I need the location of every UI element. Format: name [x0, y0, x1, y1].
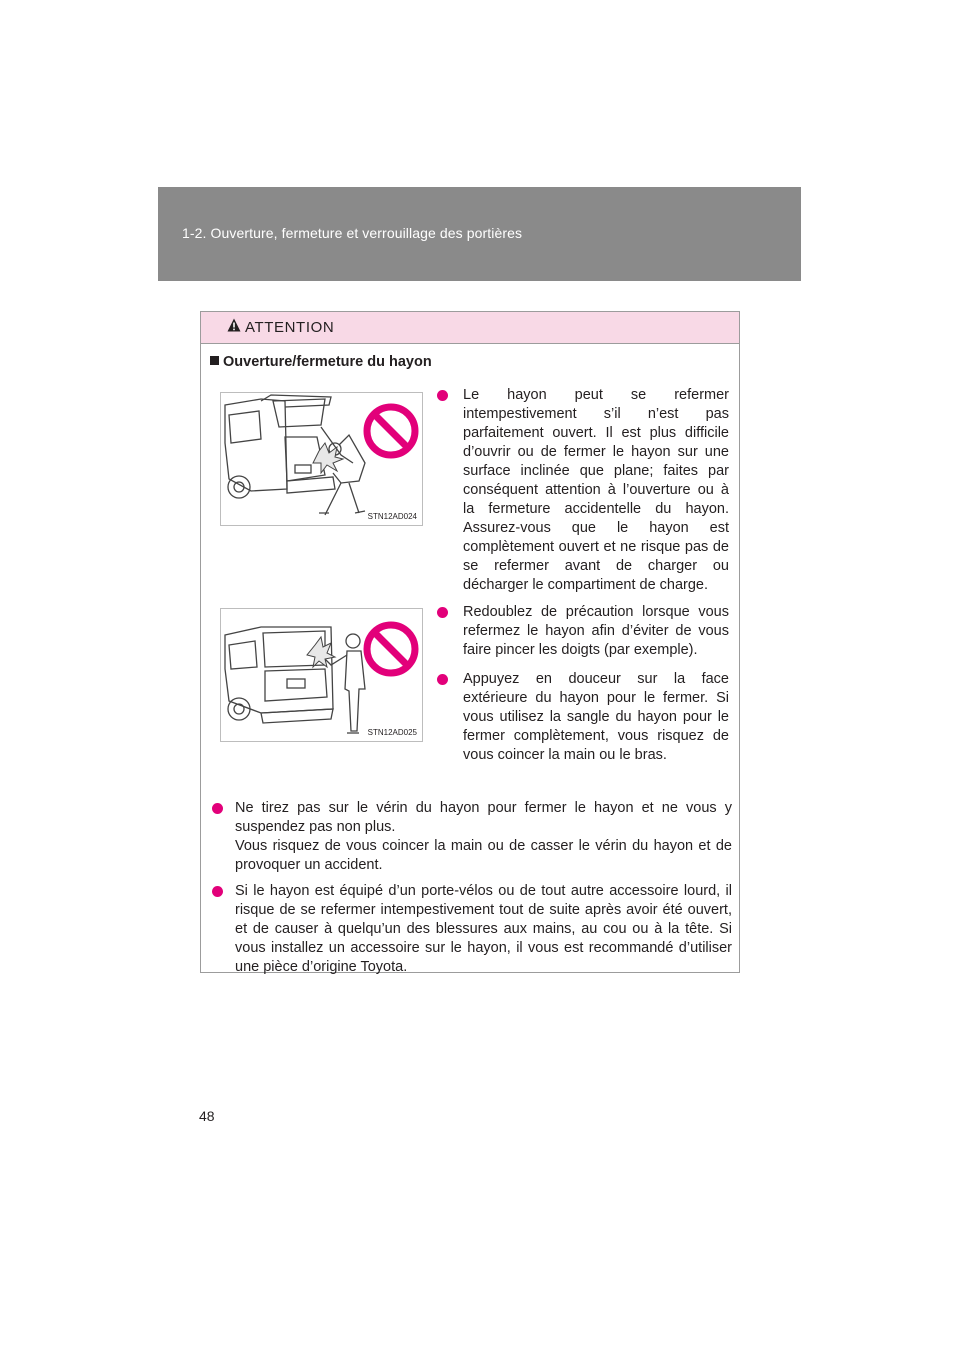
subheading-text: Ouverture/fermeture du hayon [223, 354, 432, 370]
bullet-dot-icon [437, 674, 448, 685]
bullet-text: Redoublez de précaution lorsque vous refermez le hayon afin d’éviter de vous faire pincer les doigts (par exemple). [463, 604, 729, 658]
figure-code: STN12AD025 [367, 728, 417, 737]
list-item [433, 386, 729, 595]
list-item [433, 670, 729, 765]
warning-triangle-icon [227, 318, 241, 332]
caution-box [200, 311, 740, 973]
section-title: 1-2. Ouverture, fermeture et verrouillage des portières [182, 225, 523, 241]
caution-header [201, 312, 739, 344]
bullet-list-right [433, 386, 729, 595]
bullet-text: Le hayon peut se refermer intempestivement s’il n’est pas parfaitement ouvert. Il est plus difficile d’ouvrir ou de fermer le hayon sur une surface inclinée que plane; faites par conséquent attention à l’ouverture ou à la fermeture accidentelle du hayon. Assurez-vous que le hayon est complètement ouvert et ne risque pas de se refermer avant de charger ou décharger le compartiment de charge. [463, 387, 729, 593]
caution-subheading [210, 354, 432, 370]
bullet-dot-icon [212, 803, 223, 814]
bullet-list-bottom [208, 799, 732, 977]
page-number: 48 [199, 1108, 215, 1124]
figure-code: STN12AD024 [367, 512, 417, 521]
bullet-text: Ne tirez pas sur le vérin du hayon pour fermer le hayon et ne vous y suspendez pas non plus. [235, 800, 732, 835]
list-item [208, 882, 732, 977]
bullet-list-right-2 [433, 603, 729, 660]
bullet-text-continued: Vous risquez de vous coincer la main ou de casser le vérin du hayon et de provoquer un accident. [235, 838, 732, 873]
prohibited-icon [361, 401, 421, 461]
bullet-dot-icon [212, 886, 223, 897]
bullet-dot-icon [437, 607, 448, 618]
figure-pinched-fingers [220, 608, 423, 742]
caution-title: ATTENTION [245, 319, 335, 336]
bullet-dot-icon [437, 390, 448, 401]
list-item [208, 799, 732, 875]
bullet-list-right-3 [433, 670, 729, 765]
bullet-text: Si le hayon est équipé d’un porte-vélos ou de tout autre accessoire lourd, il risque de se refermer intempestivement tout de suite après avoir été ouvert, et de causer à quelqu’un des blessures aux mains, au cou ou à la tête. Si vous installez un accessoire sur le hayon, il vous est recommandé d’utiliser une pièce d’origine Toyota. [235, 883, 732, 975]
prohibited-icon [361, 619, 421, 679]
square-bullet-icon [210, 356, 219, 365]
bullet-text: Appuyez en douceur sur la face extérieure du hayon pour le fermer. Si vous utilisez la sangle du hayon pour le fermer complètement, vous risquez de vous coincer la main ou le bras. [463, 671, 729, 763]
figure-tailgate-closing [220, 392, 423, 526]
list-item [433, 603, 729, 660]
section-header-bar [158, 187, 801, 281]
